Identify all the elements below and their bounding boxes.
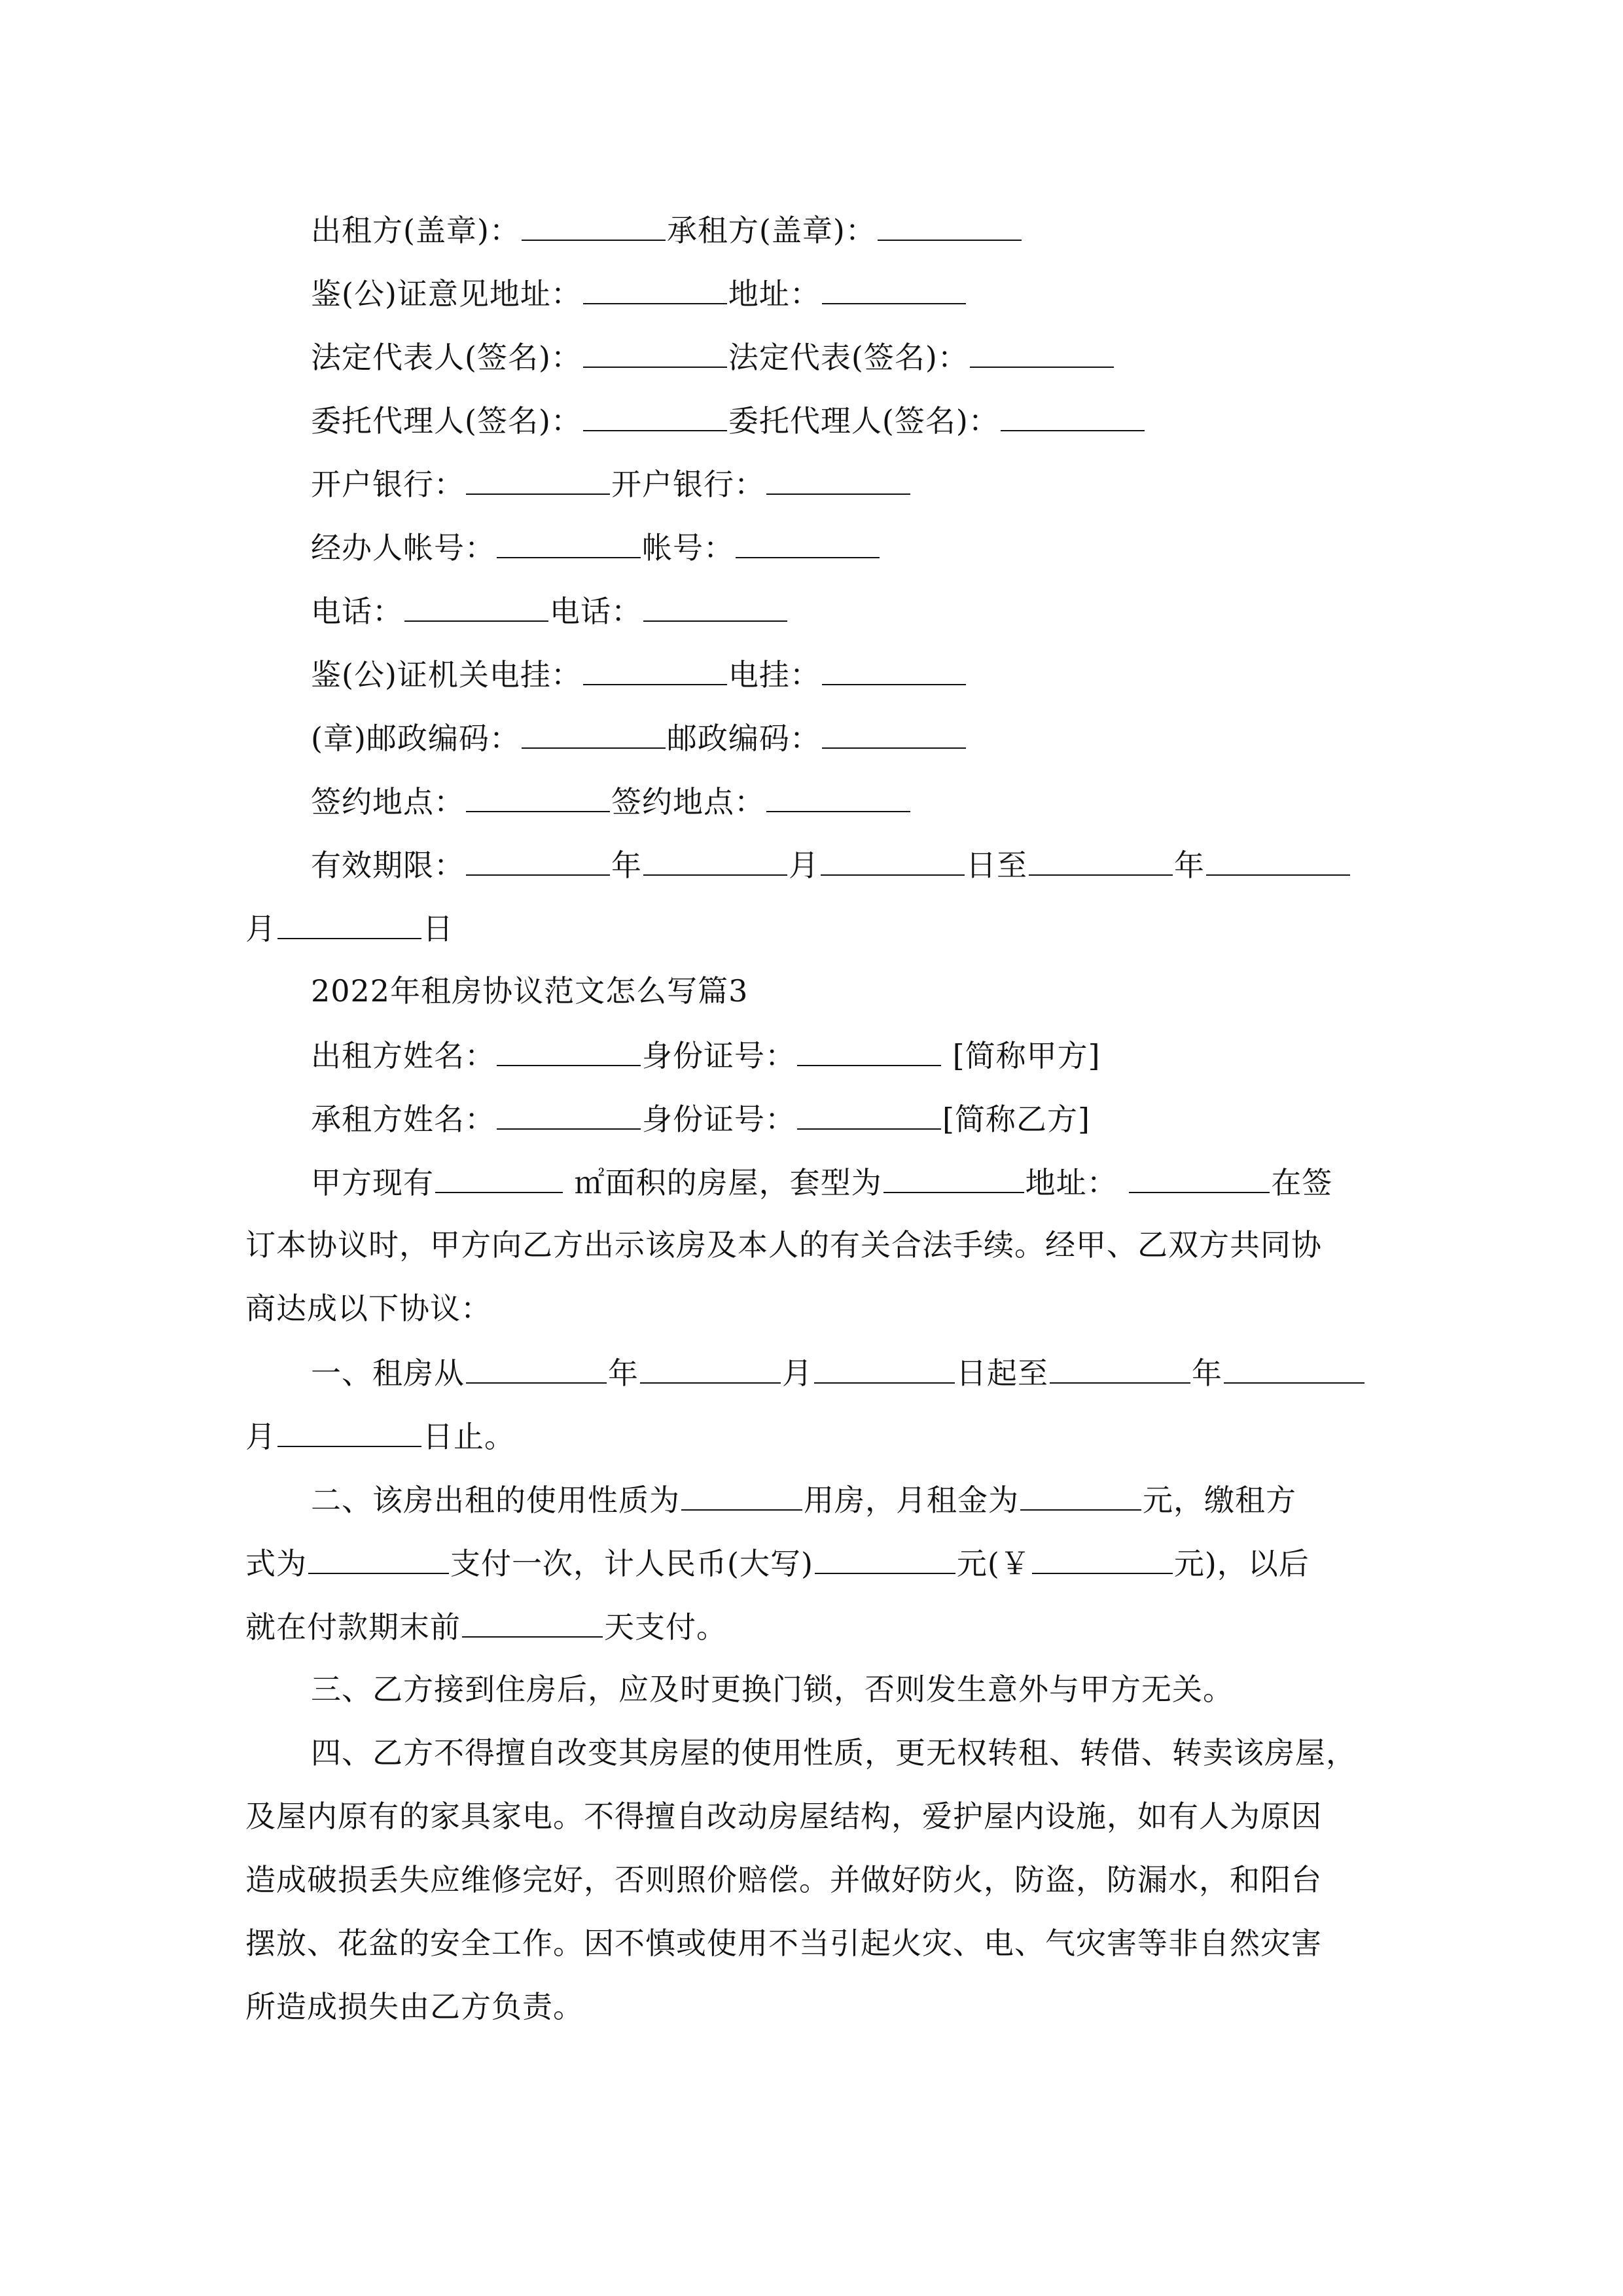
signature-row [311, 717, 967, 758]
signature-row [311, 336, 1115, 377]
clause-text: 支付一次，计人民币(大写) [450, 1546, 813, 1581]
blank-field[interactable] [522, 209, 666, 241]
clause-4-line: 四、乙方不得擅自改变其房屋的使用性质，更无权转租、转借、转卖该房屋， [311, 1735, 1357, 1770]
signature-label: 经办人帐号： [311, 530, 495, 565]
blank-field[interactable] [1020, 1479, 1141, 1511]
blank-field[interactable] [1032, 1543, 1173, 1574]
clause-1-cont [245, 1416, 515, 1456]
blank-field[interactable] [1224, 1352, 1364, 1384]
blank-field[interactable] [640, 1352, 781, 1384]
month-text: 月 [245, 1419, 276, 1454]
blank-field[interactable] [797, 1098, 941, 1130]
blank-field[interactable] [466, 781, 610, 812]
signature-label: 电挂： [728, 657, 821, 692]
blank-field[interactable] [815, 1543, 955, 1574]
blank-field[interactable] [1129, 1162, 1270, 1193]
signature-row [311, 463, 912, 504]
blank-field[interactable] [766, 463, 910, 495]
section-title: 2022年租房协议范文怎么写篇3 [311, 973, 749, 1009]
day-to-text: 日至 [966, 848, 1027, 883]
blank-field[interactable] [878, 209, 1022, 241]
year-text: 年 [611, 848, 642, 883]
signature-label: 承租方(盖章)： [666, 213, 876, 248]
validity-label: 有效期限： [311, 848, 465, 883]
signature-label: 法定代表(签名)： [728, 340, 969, 375]
signature-label: 开户银行： [611, 467, 765, 502]
clause-text: 元)，以后 [1173, 1546, 1310, 1581]
signature-row [311, 590, 789, 631]
intro-text: 地址： [1025, 1165, 1118, 1200]
signature-label: 开户银行： [311, 467, 465, 502]
year-text: 年 [608, 1355, 639, 1391]
clause-text: 式为 [245, 1546, 307, 1581]
intro-text: 在签 [1271, 1165, 1333, 1200]
validity-row-cont [245, 908, 454, 948]
signature-label: (章)邮政编码： [311, 721, 520, 756]
month-text: 月 [782, 1355, 813, 1391]
signature-label: 委托代理人(签名)： [311, 403, 582, 439]
blank-field[interactable] [736, 527, 880, 558]
lessee-abbr: [简称乙方] [942, 1102, 1090, 1137]
blank-field[interactable] [797, 1035, 941, 1066]
blank-field[interactable] [583, 273, 727, 304]
signature-row [311, 273, 967, 314]
signature-label: 签约地点： [611, 784, 765, 819]
blank-field[interactable] [466, 1352, 607, 1384]
signature-row [311, 527, 881, 567]
signature-label: 鉴(公)证机关电挂： [311, 657, 582, 692]
signature-row [311, 654, 967, 694]
blank-field[interactable] [583, 336, 727, 368]
blank-field[interactable] [466, 844, 610, 876]
intro-line [311, 1162, 1332, 1202]
clause-text: 日止。 [423, 1419, 515, 1454]
blank-field[interactable] [643, 844, 787, 876]
blank-field[interactable] [1029, 844, 1173, 876]
clause-text: 一、租房从 [311, 1355, 465, 1391]
signature-label: 签约地点： [311, 784, 465, 819]
lessor-row [311, 1035, 1101, 1075]
lessor-id-label: 身份证号： [642, 1038, 796, 1073]
intro-line: 订本协议时，甲方向乙方出示该房及本人的有关合法手续。经甲、乙双方共同协 [245, 1227, 1322, 1263]
clause-2 [311, 1479, 1296, 1520]
clause-2-cont [245, 1543, 1310, 1583]
lessee-id-label: 身份证号： [642, 1102, 796, 1137]
blank-field[interactable] [583, 400, 727, 431]
blank-field[interactable] [822, 654, 966, 685]
blank-field[interactable] [497, 1098, 641, 1130]
intro-text: 甲方现有 [311, 1165, 434, 1200]
validity-row [311, 844, 1351, 885]
blank-field[interactable] [822, 717, 966, 749]
blank-field[interactable] [462, 1606, 603, 1638]
signature-label: 邮政编码： [666, 721, 821, 756]
blank-field[interactable] [522, 717, 666, 749]
signature-label: 电话： [311, 594, 403, 629]
clause-text: 二、该房出租的使用性质为 [311, 1482, 680, 1518]
signature-row [311, 400, 1146, 440]
blank-field[interactable] [497, 527, 641, 558]
clause-text: 日起至 [956, 1355, 1048, 1391]
clause-3: 三、乙方接到住房后，应及时更换门锁，否则发生意外与甲方无关。 [311, 1672, 1234, 1707]
signature-label: 地址： [728, 276, 821, 312]
day-text: 日 [423, 911, 454, 946]
clause-2-cont [245, 1606, 727, 1647]
clause-4-line: 所造成损失由乙方负责。 [245, 1989, 584, 2024]
intro-text: ㎡面积的房屋，套型为 [574, 1165, 882, 1200]
blank-field[interactable] [277, 908, 421, 939]
clause-text: 元，缴租方 [1143, 1482, 1296, 1518]
clause-1 [311, 1352, 1366, 1393]
blank-field[interactable] [822, 273, 966, 304]
year-text: 年 [1174, 848, 1205, 883]
clause-4-line: 及屋内原有的家具家电。不得擅自改动房屋结构，爱护屋内设施，如有人为原因 [245, 1799, 1322, 1834]
signature-label: 出租方(盖章)： [311, 213, 520, 248]
blank-field[interactable] [766, 781, 910, 812]
blank-field[interactable] [970, 336, 1114, 368]
blank-field[interactable] [883, 1162, 1024, 1193]
blank-field[interactable] [814, 1352, 955, 1384]
signature-row [311, 781, 912, 821]
signature-label: 鉴(公)证意见地址： [311, 276, 582, 312]
clause-text: 元(￥ [956, 1546, 1031, 1581]
month-text: 月 [789, 848, 819, 883]
signature-label: 法定代表人(签名)： [311, 340, 582, 375]
blank-field[interactable] [681, 1479, 802, 1511]
lessor-name-label: 出租方姓名： [311, 1038, 495, 1073]
lessee-name-label: 承租方姓名： [311, 1102, 495, 1137]
blank-field[interactable] [643, 590, 787, 622]
clause-4-line: 摆放、花盆的安全工作。因不慎或使用不当引起火灾、电、气灾害等非自然灾害 [245, 1926, 1322, 1961]
lessee-row [311, 1098, 1090, 1139]
blank-field[interactable] [1206, 844, 1350, 876]
blank-field[interactable] [497, 1035, 641, 1066]
signature-label: 电话： [550, 594, 642, 629]
blank-field[interactable] [404, 590, 548, 622]
blank-field[interactable] [1001, 400, 1145, 431]
blank-field[interactable] [583, 654, 727, 685]
clause-text: 就在付款期末前 [245, 1609, 461, 1645]
blank-field[interactable] [277, 1416, 421, 1447]
month-text: 月 [245, 911, 276, 946]
clause-text: 用房，月租金为 [804, 1482, 1019, 1518]
blank-field[interactable] [1050, 1352, 1190, 1384]
blank-field[interactable] [435, 1162, 563, 1193]
blank-field[interactable] [308, 1543, 449, 1574]
year-text: 年 [1192, 1355, 1222, 1391]
clause-4-line: 造成破损丢失应维修完好，否则照价赔偿。并做好防火，防盗，防漏水，和阳台 [245, 1862, 1322, 1897]
intro-line: 商达成以下协议： [245, 1291, 491, 1326]
lessor-abbr: [简称甲方] [952, 1038, 1101, 1073]
blank-field[interactable] [466, 463, 610, 495]
blank-field[interactable] [821, 844, 965, 876]
clause-text: 天支付。 [604, 1609, 727, 1645]
signature-row [311, 209, 1023, 250]
signature-label: 委托代理人(签名)： [728, 403, 999, 439]
signature-label: 帐号： [642, 530, 734, 565]
